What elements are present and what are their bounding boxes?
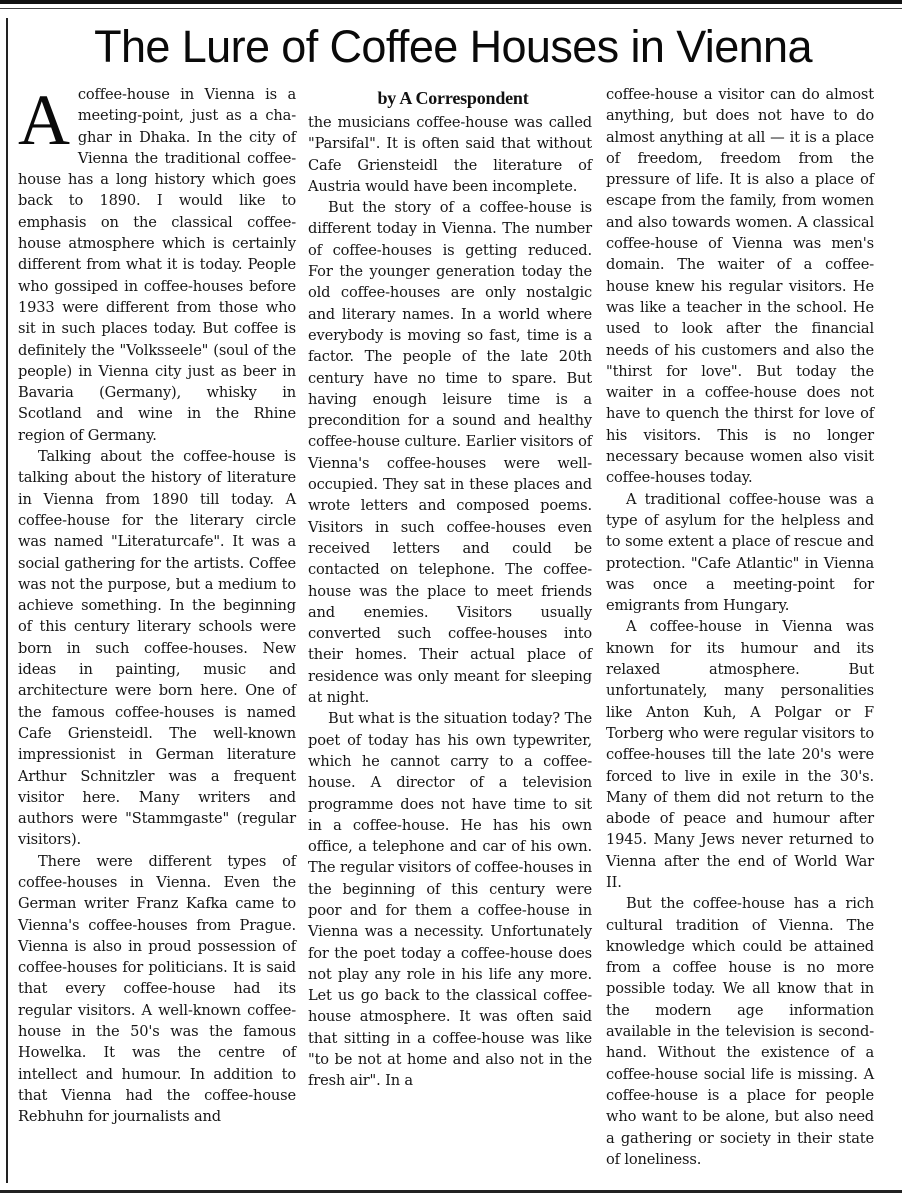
- text-column-3: [606, 84, 874, 1170]
- paragraph: There were different types of coffee-houses in Vienna. Even the German writer Franz Kafka came to Vienna's coffee-houses from Prague. Vienna is also in proud possession of coffee-houses for politicians. It is said that every coffee-house had its regular visitors. A well-known coffee-house in the 50's was the famous Howelka. It was the centre of intellect and humour. In addition to that Vienna had the coffee-house Rebhuhn for journalists and: [18, 852, 296, 1126]
- text-column-2: [308, 112, 592, 1092]
- left-column-rule: [6, 18, 8, 1183]
- drop-cap: A: [18, 80, 70, 160]
- article-byline: by A Correspondent: [377, 88, 529, 108]
- paragraph: But what is the situation today? The poet of today has his own typewriter, which he cannot carry to a coffee-house. A director of a television programme does not have time to sit in a coffee-house. He has his own office, a telephone and car of his own. The regular visitors of coffee-houses in the beginning of this century were poor and for them a coffee-house in Vienna was a necessity. Unfortunately for the poet today a coffee-house does not play any role in his life any more. Let us go back to the classical coffee-house atmosphere. It was often said that sitting in a coffee-house was like "to be not at home and also not in the fresh air". In a: [308, 710, 592, 1090]
- paragraph: the musicians coffee-house was called "Parsifal". It is often said that without Cafe Griensteidl the literature of Austria would have been incomplete.: [308, 114, 592, 195]
- top-thin-rule: [0, 8, 902, 9]
- paragraph: coffee-house in Vienna is a meeting-point, just as a cha-ghar in Dhaka. In the city of Vienna the traditional coffee-house has a long history which goes back to 1890. I would like to emphasis on the classical coffee-house atmosphere which is certainly different from what it is today. People who gossiped in coffee-houses before 1933 were different from those who sit in such places today. But coffee is definitely the "Volksseele" (soul of the people) in Vienna city just as beer in Bavaria (Germany), whisky in Scotland and wine in the Rhine region of Germany.: [18, 86, 296, 444]
- paragraph: But the story of a coffee-house is different today in Vienna. The number of coffee-houses is getting reduced. For the younger generation today the old coffee-houses are only nostalgic and literary names. In a world where everybody is moving so fast, time is a factor. The people of the late 20th century have no time to spare. But having enough leisure time is a precondition for a sound and healthy coffee-house culture. Earlier visitors of Vienna's coffee-houses were well-occupied. They sat in these places and wrote letters and composed poems. Visitors in such coffee-houses even received letters and could be contacted on telephone. The coffee-house was the place to meet friends and enemies. Visitors usually converted such coffee-houses into their homes. Their actual place of residence was only meant for sleeping at night.: [308, 199, 592, 707]
- paragraph: Talking about the coffee-house is talking about the history of literature in Vienna from 1890 till today. A coffee-house for the literary circle was named "Literaturcafe". It was a social gathering for the artists. Coffee was not the purpose, but a medium to achieve something. In the beginning of this century literary schools were born in such coffee-houses. New ideas in painting, music and architecture were born here. One of the famous coffee-houses is named Cafe Griensteidl. The well-known impressionist in German literature Arthur Schnitzler was a frequent visitor here. Many writers and authors were "Stammgaste" (regular visitors).: [18, 448, 296, 849]
- top-rule: [0, 0, 902, 4]
- article-headline: The Lure of Coffee Houses in Vienna: [94, 21, 812, 72]
- text-column-1: [18, 80, 296, 1128]
- paragraph: But the coffee-house has a rich cultural tradition of Vienna. The knowledge which could be attained from a coffee house is no more possible today. We all know that in the modern age information available in the television is second-hand. Without the existence of a coffee-house social life is missing. A coffee-house is a place for people who want to be alone, but also need a gathering or society in their state of loneliness.: [606, 895, 874, 1168]
- paragraph: A traditional coffee-house was a type of asylum for the helpless and to some extent a place of rescue and protection. "Cafe Atlantic" in Vienna was once a meeting-point for emigrants from Hungary.: [606, 490, 874, 615]
- paragraph: coffee-house a visitor can do almost anything, but does not have to do almost anything at all — it is a place of freedom, freedom from the pressure of life. It is also a place of escape from the family, from women and also towards women. A classical coffee-house of Vienna was men's domain. The waiter of a coffee-house knew his regular visitors. He was like a teacher in the school. He used to look after the financial needs of his customers and also the "thirst for love". But today the waiter in a coffee-house does not have to quench the thirst for love of his visitors. This is no longer necessary because women also visit coffee-houses today.: [606, 86, 874, 487]
- paragraph: A coffee-house in Vienna was known for its humour and its relaxed atmosphere. But unfortunately, many personalities like Anton Kuh, A Polgar or F Torberg who were regular visitors to coffee-houses till the late 20's were forced to live in exile in the 30's. Many of them did not return to the abode of peace and humour after 1945. Many Jews never returned to Vienna after the end of World War II.: [606, 618, 874, 891]
